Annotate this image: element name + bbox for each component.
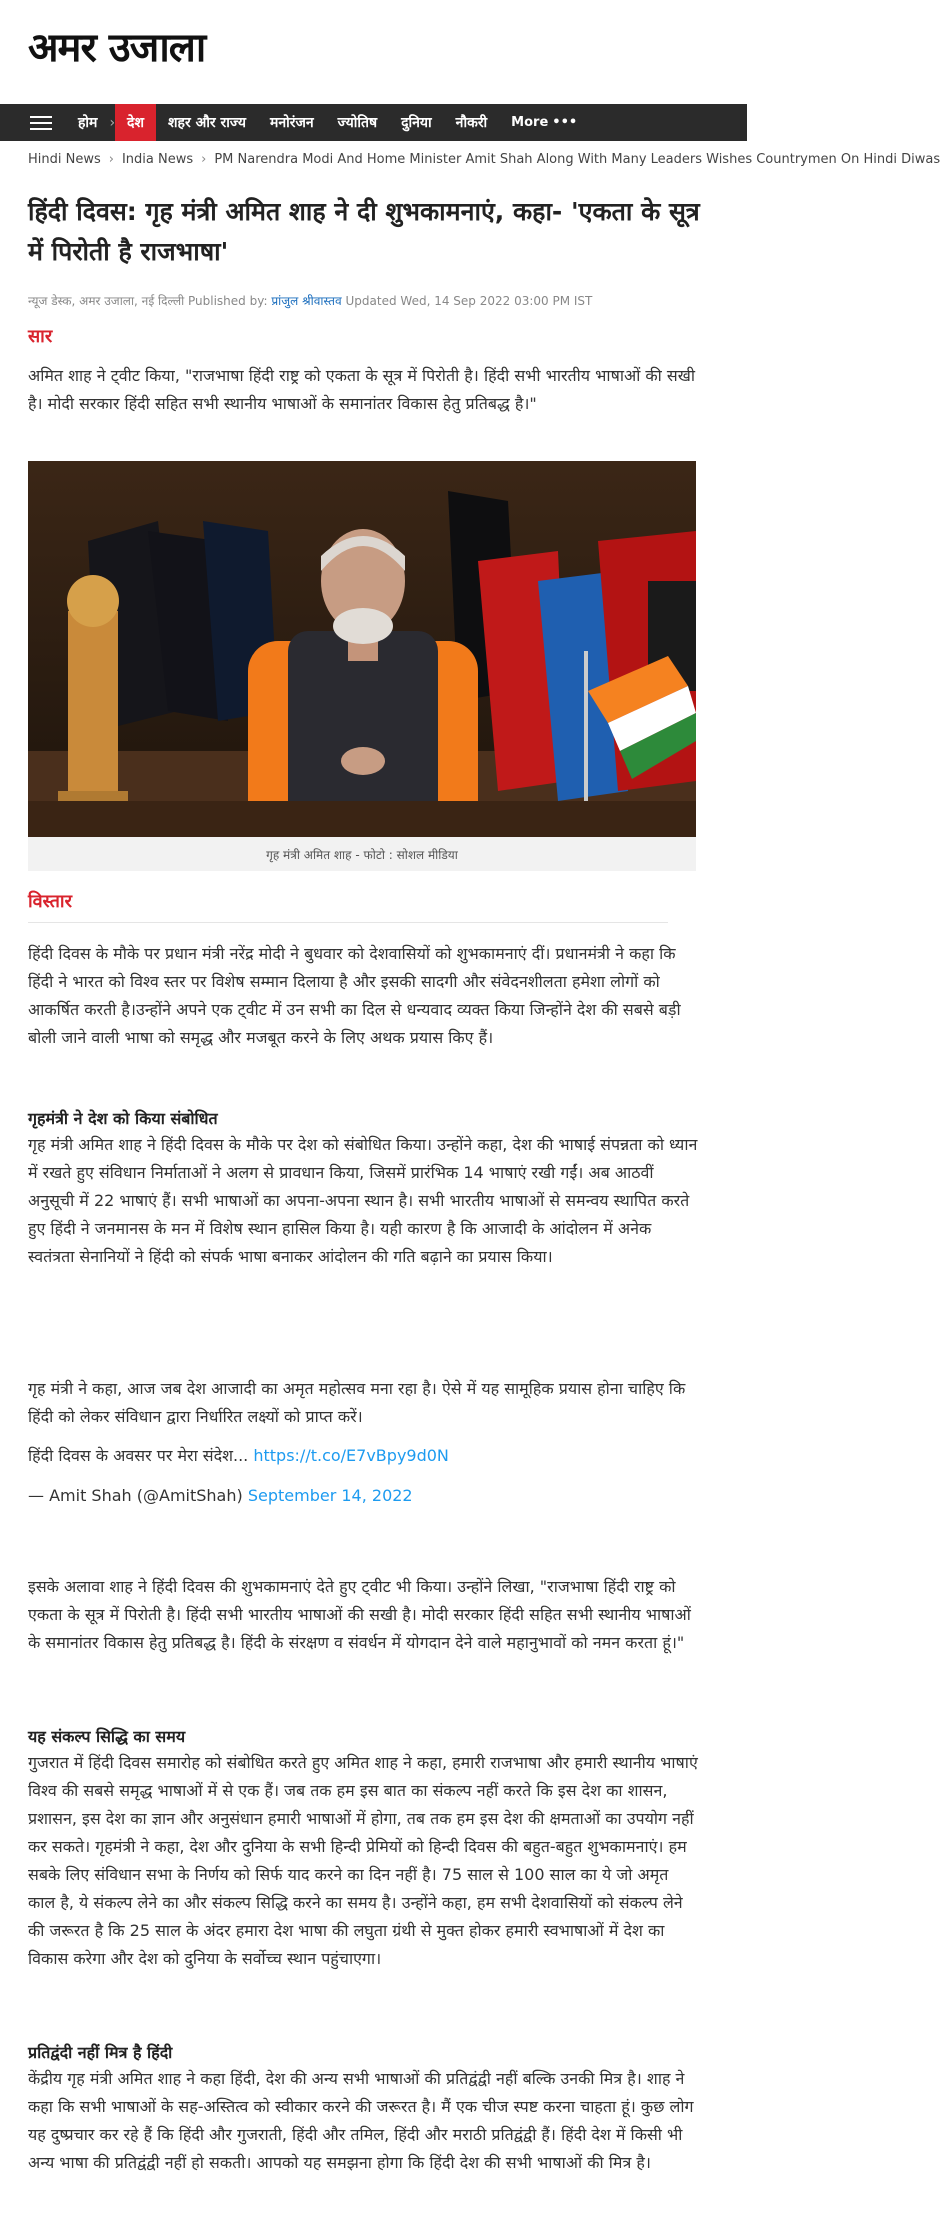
- hero-image[interactable]: [28, 461, 696, 837]
- tweet-link[interactable]: https://t.co/E7vBpy9d0N: [253, 1446, 449, 1465]
- subheading-friend: प्रतिद्वंदी नहीं मित्र है हिंदी: [28, 2043, 173, 2062]
- subheading-resolve: यह संकल्प सिद्धि का समय: [28, 1727, 186, 1746]
- nav-item-world[interactable]: दुनिया: [401, 115, 432, 131]
- meta-source: न्यूज डेस्क, अमर उजाला, नई दिल्ली: [28, 294, 185, 308]
- nav-item-home[interactable]: होम: [78, 115, 98, 131]
- tweet-attribution: [28, 1482, 700, 1510]
- nav-item-desh[interactable]: देश: [115, 104, 156, 141]
- chevron-right-icon: ›: [201, 152, 207, 167]
- menu-icon[interactable]: [30, 116, 52, 130]
- breadcrumb: [28, 152, 940, 167]
- more-dots-icon: •••: [552, 115, 578, 130]
- subheading-address: गृहमंत्री ने देश को किया संबोधित: [28, 1109, 218, 1128]
- meta-published-by: Published by:: [188, 294, 268, 308]
- site-logo[interactable]: अमर उजाला: [28, 24, 206, 71]
- tweet-text: हिंदी दिवस के अवसर पर मेरा संदेश...: [28, 1446, 249, 1465]
- paragraph-3: गृह मंत्री ने कहा, आज जब देश आजादी का अमृत महोत्सव मना रहा है। ऐसे में यह सामूहिक प्रयास होना चाहिए कि हिंदी को लेकर संविधान द्वारा निर्धारित लक्ष्यों को प्राप्त करें।: [28, 1379, 686, 1426]
- tweet-author: — Amit Shah (@AmitShah): [28, 1486, 243, 1505]
- breadcrumb-current: PM Narendra Modi And Home Minister Amit Shah Along With Many Leaders Wishes Countrymen On Hindi Diwas: [214, 152, 940, 167]
- summary-label: सार: [28, 326, 53, 347]
- nav-item-astrology[interactable]: ज्योतिष: [337, 115, 378, 131]
- paragraph-2: गृह मंत्री अमित शाह ने हिंदी दिवस के मौके पर देश को संबोधित किया। उन्होंने कहा, देश की भाषाई संपन्नता को ध्यान में रखते हुए संविधान निर्माताओं ने अलग से प्रावधान किया, जिसमें प्रारंभिक 14 भाषाएं रखी गईं। अब आठवीं अनुसूची में 22 भाषाएं हैं। सभी भाषाओं का अपना-अपना स्थान है। सभी भारतीय भाषाओं से समन्वय स्थापित करते हुए हिंदी ने जनमानस के मन में विशेष स्थान हासिल किया है। यही कारण है कि आजादी के आंदोलन में अनेक स्वतंत्रता सेनानियों ने हिंदी को संपर्क भाषा बनाकर आंदोलन की गति बढ़ाने का प्रयास किया।: [28, 1135, 698, 1266]
- author-link[interactable]: प्रांजुल श्रीवास्तव: [271, 294, 342, 308]
- nav-more-label: More: [511, 115, 549, 130]
- hero-illustration: [28, 461, 696, 837]
- site-header: [0, 0, 747, 100]
- tweet-embed: [28, 1442, 700, 1470]
- image-caption: गृह मंत्री अमित शाह - फोटो : सोशल मीडिया: [28, 837, 696, 871]
- paragraph-1: हिंदी दिवस के मौके पर प्रधान मंत्री नरेंद्र मोदी ने बुधवार को देशवासियों को शुभकामनाएं दीं। प्रधानमंत्री ने कहा कि हिंदी ने भारत को विश्व स्तर पर विशेष सम्मान दिलाया है और इसकी सादगी और संवेदनशीलता हमेशा लोगों को आकर्षित करती है।उन्होंने अपने एक ट्वीट में उन सभी का दिल से धन्यवाद व्यक्त किया जिन्होंने देश की सबसे बड़ी बोली जाने वाली भाषा को समृद्ध और मजबूत करने के लिए अथक प्रयास किए हैं।: [28, 944, 681, 1047]
- nav-item-city-state[interactable]: शहर और राज्य: [168, 115, 246, 131]
- nav-item-entertainment[interactable]: मनोरंजन: [269, 115, 314, 131]
- nav-item-jobs[interactable]: नौकरी: [455, 115, 488, 131]
- summary-text: अमित शाह ने ट्वीट किया, "राजभाषा हिंदी राष्ट्र को एकता के सूत्र में पिरोती है। हिंदी सभी भारतीय भाषाओं की सखी है। मोदी सरकार हिंदी सहित सभी स्थानीय भाषाओं के समानांतर विकास हेतु प्रतिबद्ध है।": [28, 366, 695, 413]
- nav-more-button[interactable]: [499, 115, 577, 130]
- paragraph-5: गुजरात में हिंदी दिवस समारोह को संबोधित करते हुए अमित शाह ने कहा, हमारी राजभाषा और हमारी स्थानीय भाषाएं विश्व की सबसे समृद्ध भाषाओं में से एक हैं। जब तक हम इस बात का संकल्प नहीं करते कि इस देश का शासन, प्रशासन, इस देश का ज्ञान और अनुसंधान हमारी भाषाओं में होगा, तब तक हम इस देश की क्षमताओं का उपयोग नहीं कर सकते। गृहमंत्री ने कहा, देश और दुनिया के सभी हिन्दी प्रेमियों को हिन्दी दिवस की बहुत-बहुत शुभकामनाएं। हम सबके लिए संविधान सभा के निर्णय को सिर्फ याद करने का दिन नहीं है। 75 साल से 100 साल का ये जो अमृत काल है, ये संकल्प लेने का और संकल्प सिद्धि करने का समय है। उन्होंने कहा, हम सभी देशवासियों को संकल्प लेने की जरूरत है कि 25 साल के अंदर हमारा देश भाषा की लघुता ग्रंथी से मुक्त होकर हमारी स्वभाषाओं में देश का विकास करेगा और देश को दुनिया के सर्वोच्च स्थान पहुंचाएगा।: [28, 1753, 698, 1968]
- article-title: हिंदी दिवस: गृह मंत्री अमित शाह ने दी शुभकामनाएं, कहा- 'एकता के सूत्र में पिरोती है राजभाषा': [28, 197, 700, 266]
- breadcrumb-hindi-news[interactable]: Hindi News: [28, 152, 101, 167]
- meta-updated: Updated Wed, 14 Sep 2022 03:00 PM IST: [345, 294, 593, 308]
- divider: [28, 922, 668, 923]
- main-nav: [0, 104, 747, 141]
- article-meta: [28, 292, 592, 309]
- chevron-right-icon: ›: [108, 152, 114, 167]
- tweet-date-link[interactable]: September 14, 2022: [247, 1486, 413, 1505]
- details-label: विस्तार: [28, 891, 72, 912]
- chevron-right-icon: ›: [109, 114, 116, 131]
- breadcrumb-india-news[interactable]: India News: [121, 152, 194, 167]
- paragraph-4: इसके अलावा शाह ने हिंदी दिवस की शुभकामनाएं देते हुए ट्वीट भी किया। उन्होंने लिखा, "राजभाषा हिंदी राष्ट्र को एकता के सूत्र में पिरोती है। हिंदी सभी भारतीय भाषाओं की सखी है। मोदी सरकार हिंदी सहित सभी स्थानीय भाषाओं के समानांतर विकास हेतु प्रतिबद्ध है। हिंदी के संरक्षण व संवर्धन में योगदान देने वाले महानुभावों को नमन करता हूं।": [28, 1577, 691, 1652]
- paragraph-6: केंद्रीय गृह मंत्री अमित शाह ने कहा हिंदी, देश की अन्य सभी भाषाओं की प्रतिद्वंद्वी नहीं बल्कि उनकी मित्र है। शाह ने कहा कि सभी भाषाओं के सह-अस्तित्व को स्वीकार करने की जरूरत है। मैं एक चीज स्पष्ट करना चाहता हूं। कुछ लोग यह दुष्प्रचार कर रहे हैं कि हिंदी और गुजराती, हिंदी और तमिल, हिंदी और मराठी प्रतिद्वंद्वी हैं। हिंदी देश में किसी भी अन्य भाषा की प्रतिद्वंद्वी नहीं हो सकती। आपको यह समझना होगा कि हिंदी देश की सभी भाषाओं की मित्र है।: [28, 2069, 694, 2172]
